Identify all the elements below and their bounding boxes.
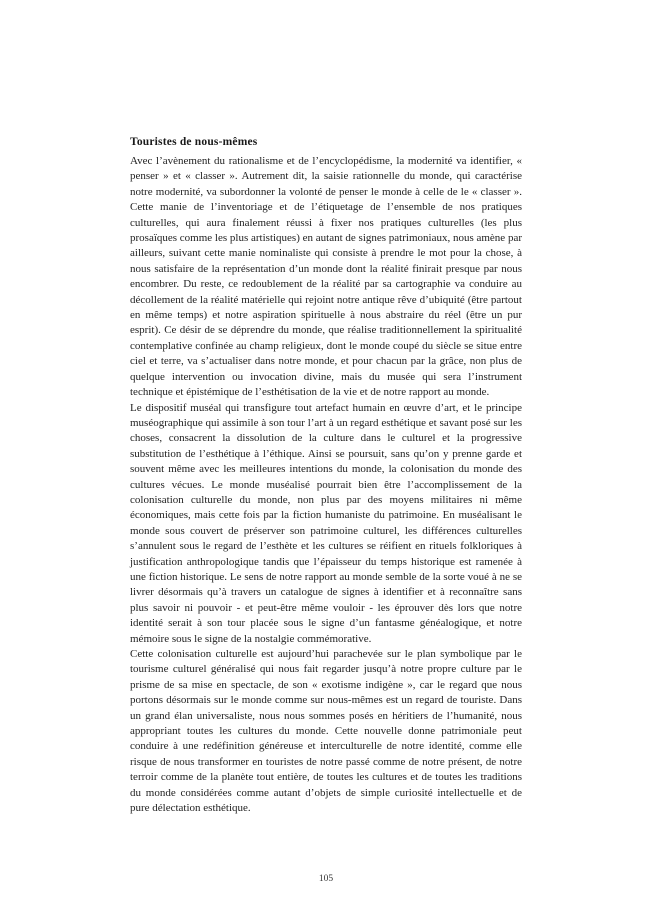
paragraph: Cette colonisation culturelle est aujourd’hui parachevée sur le plan symbolique par le tourisme culturel généralisé qui nous fait regarder jusqu’à notre propre culture par le prisme de sa mise en spectacle, de son « exotisme indigène », car le regard que nous portons désormais sur le monde comme sur nous-mêmes est un regard de touriste. Dans un grand élan universaliste, nous nous sommes posés en héritiers de l’humanité, nous appropriant toutes les cultures du monde. Cette nouvelle donne patrimoniale peut conduire à une redéfinition généreuse et interculturelle de notre identité, comme elle risque de nous transformer en touristes de notre passé comme de notre présent, de notre terroir comme de la planète tout entière, de toutes les cultures et de toutes les traditions du monde considérées comme autant d’objets de simple curiosité intellectuelle et de pure délectation esthétique.: [130, 648, 522, 815]
page-title: Touristes de nous-mêmes: [130, 136, 258, 148]
paragraph: Avec l’avènement du rationalisme et de l’encyclopédisme, la modernité va identifier, « penser » et « classer ». Autrement dit, la saisie rationnelle du monde, qui caractérise notre modernité, va subordonner la volonté de penser le monde à celle de le « classer ». Cette manie de l’inventoriage et de l’étiquetage de l’ensemble de nos pratiques culturelles, qui aura finalement réussi à fixer nos pratiques culturelles (les plus prosaïques comme les plus artistiques) en autant de signes patrimoniaux, nous amène par ailleurs, suivant cette manie nominaliste qui consiste à prendre le mot pour la chose, à nous satisfaire de la représentation d’un monde dont la réalité finirait presque par nous encombrer. Du reste, ce redoublement de la réalité par sa cartographie va conduire au décollement de la réalité matérielle qui rejoint notre antique rêve d’ubiquité (être partout en même temps) et notre aspiration spirituelle à nous abstraire du réel (être un pur esprit). Ce désir de se déprendre du monde, que réalise traditionnellement la spiritualité contemplative confinée au champ religieux, dont le monde coupé du siècle se situe entre ciel et terre, va s’actualiser dans notre monde, et pour chacun par la grâce, non plus de quelque intervention ou invocation divine, mais du musée qui sera l’instrument technique et épistémique de l’esthétisation de la vie et de notre rapport au monde.: [130, 155, 522, 399]
page-number: 105: [318, 874, 334, 884]
paragraph: Le dispositif muséal qui transfigure tout artefact humain en œuvre d’art, et le principe muséographique qui assimile à son tour l’art à un regard esthétique et savant posé sur les choses, consacrent la dissolution de la culture dans le culturel et la progressive substitution de l’esthétique à l’éthique. Ainsi se poursuit, sans qu’on y prenne garde et souvent même avec les meilleures intentions du monde, la colonisation du monde des cultures vécues. Le monde muséalisé pourrait bien être l’accomplissement de la colonisation culturelle du monde, non plus par des moyens militaires ni même économiques, mais cette fois par la fiction humaniste du patrimoine. En muséalisant le monde sous couvert de préserver son patrimoine culturel, les différences culturelles s’annulent sous le regard de l’esthète et les cultures se réifient en rituels folkloriques à justification anthropologique tandis que l’épaisseur du temps historique est ramenée à une fiction historique. Le sens de notre rapport au monde semble de la sorte voué à ne se livrer désormais qu’à travers un catalogue de signes à identifier et à reconnaître sans plus savoir ni pouvoir - et peut-être même vouloir - les éprouver dès lors que notre identité serait à son tour placée sous le signe d’un fantasme généalogique, et notre mémoire sous le signe de la nostalgie commémorative.: [130, 401, 522, 645]
text-block: [130, 136, 522, 816]
